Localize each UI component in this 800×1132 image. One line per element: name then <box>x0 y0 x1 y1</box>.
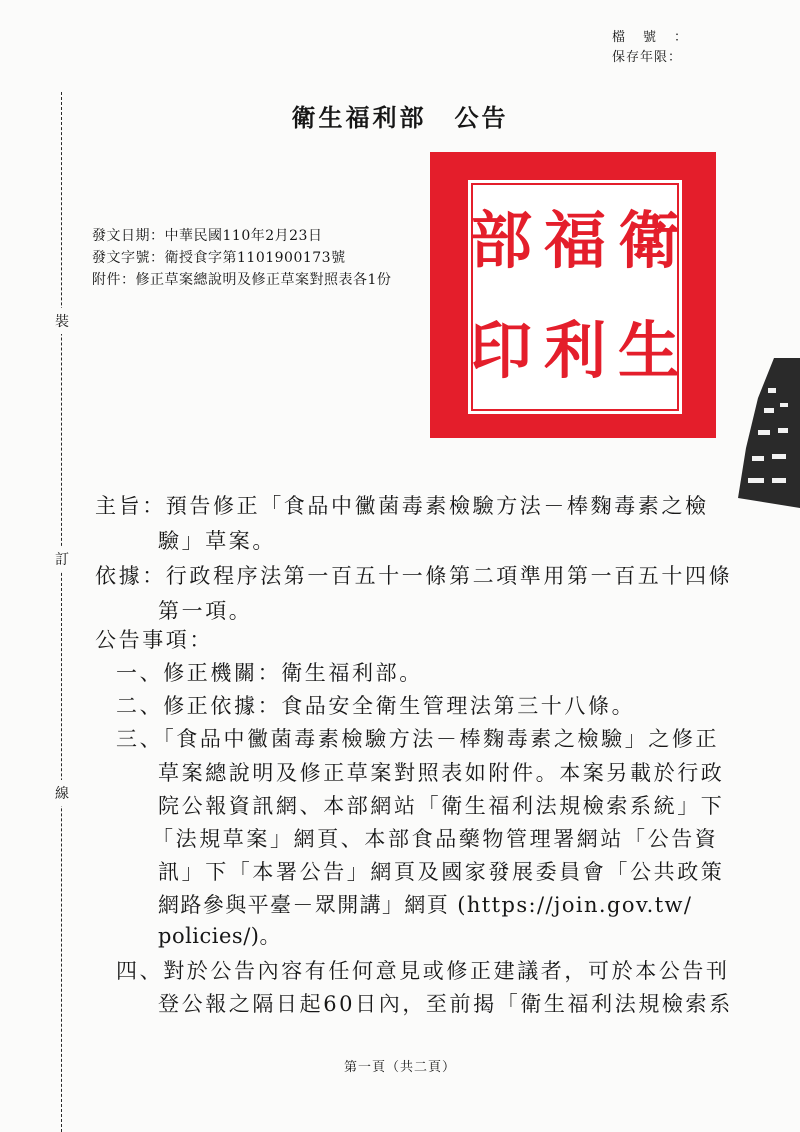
subject-line-1: 主旨：預告修正「食品中黴菌毒素檢驗方法－棒麴毒素之檢 <box>95 494 709 518</box>
binding-dashed-line <box>61 92 62 1132</box>
notice-item-3-line-2: 草案總說明及修正草案對照表如附件。本案另載於行政 <box>158 761 725 785</box>
notice-item-4-line-2: 登公報之隔日起60日內，至前揭「衛生福利法規檢索系 <box>158 992 733 1016</box>
seal-characters <box>470 186 680 406</box>
partial-stamp-icon <box>728 358 800 508</box>
document-title <box>230 98 570 133</box>
file-number-field <box>612 26 705 45</box>
retention-period-field <box>612 46 682 65</box>
seal-char: 福 <box>543 204 606 277</box>
notice-item-3-line-7: policies/)。 <box>158 924 281 948</box>
file-number-label: 檔號： <box>612 30 706 45</box>
issue-attachment: 附件：修正草案總說明及修正草案對照表各1份 <box>92 272 392 288</box>
issue-date: 發文日期：中華民國110年2月23日 <box>92 228 323 244</box>
seal-char: 利 <box>543 314 606 387</box>
binding-mark-ding: 訂 <box>50 546 74 572</box>
notice-item-4-line-1: 四、對於公告內容有任何意見或修正建議者，可於本公告刊 <box>116 959 730 983</box>
notice-item-2: 二、修正依據：食品安全衛生管理法第三十八條。 <box>116 694 636 718</box>
notice-item-3-line-3: 院公報資訊網、本部網站「衛生福利法規檢索系統」下 <box>158 794 725 818</box>
notice-item-1: 一、修正機關：衛生福利部。 <box>116 661 423 685</box>
notice-item-3-line-1: 三、「食品中黴菌毒素檢驗方法－棒麴毒素之檢驗」之修正 <box>116 727 720 751</box>
notice-item-3-line-4: 「法規草案」網頁、本部食品藥物管理署網站「公告資 <box>152 827 719 851</box>
title-doc-type: 公告 <box>454 103 509 132</box>
binding-mark-xian: 線 <box>50 780 74 806</box>
seal-char: 衛 <box>617 204 680 277</box>
seal-column-2 <box>544 186 606 406</box>
notice-item-3-line-6: 網路參與平臺－眾開講」網頁 (https://join.gov.tw/ <box>158 893 693 917</box>
notice-item-3-line-5: 訊」下「本署公告」網頁及國家發展委員會「公共政策 <box>158 860 725 884</box>
retention-period-label: 保存年限： <box>612 50 683 65</box>
notice-heading: 公告事項： <box>95 628 213 652</box>
seal-column-1 <box>618 186 680 406</box>
issue-number: 發文字號：衛授食字第1101900173號 <box>92 250 346 266</box>
binding-mark-zhuang: 裝 <box>50 308 74 334</box>
seal-char: 印 <box>470 314 533 387</box>
basis-line-2: 第一項。 <box>158 599 253 623</box>
basis-line-1: 依據：行政程序法第一百五十一條第二項準用第一百五十四條 <box>95 564 733 588</box>
seal-char: 生 <box>617 314 680 387</box>
subject-line-2: 驗」草案。 <box>158 529 276 553</box>
page-number: 第一頁（共二頁） <box>343 1060 456 1075</box>
title-org: 衛生福利部 <box>291 103 427 132</box>
official-seal <box>430 152 716 438</box>
seal-char: 部 <box>470 204 533 277</box>
seal-column-3 <box>470 186 532 406</box>
